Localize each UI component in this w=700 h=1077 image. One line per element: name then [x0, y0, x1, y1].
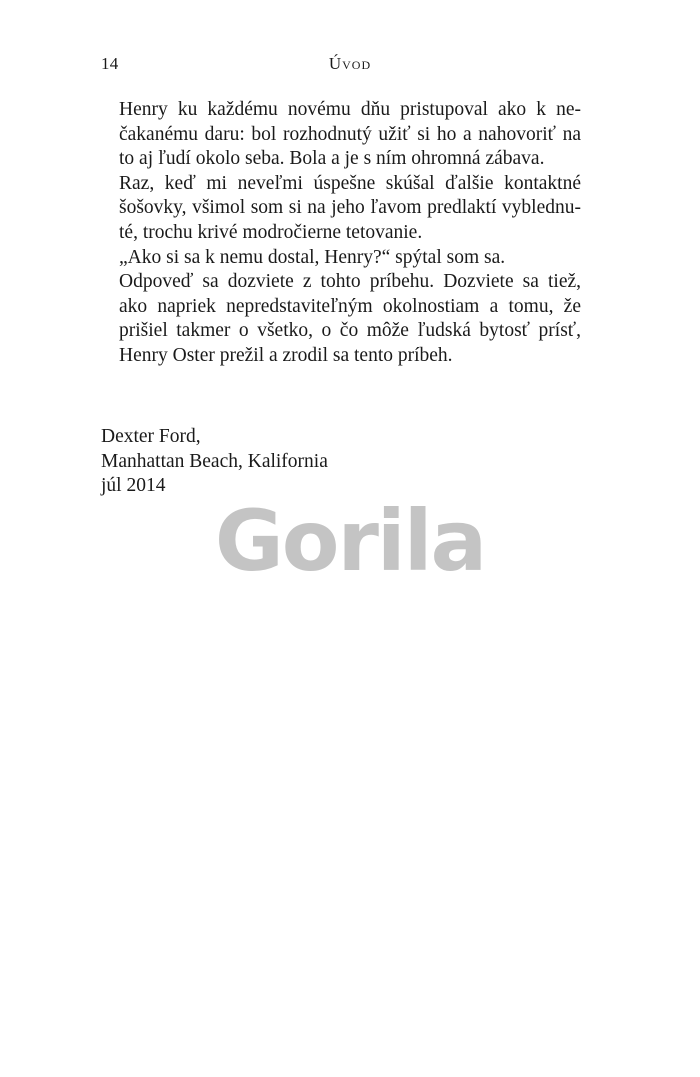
text-line: „Ako si sa k nemu dostal, Henry?“ spýtal som sa.: [119, 246, 506, 268]
text-line: Henry ku každému novému dňu pristupoval ako k ne-: [119, 99, 581, 120]
text-line: Raz, keď mi neveľmi úspešne skúšal ďalšie kontaktné: [119, 172, 581, 194]
signature-block: [101, 425, 328, 499]
text-line: té, trochu krivé modročierne tetovanie.: [119, 221, 423, 243]
paragraph-2: [101, 172, 581, 246]
text-line: ako napriek nepredstaviteľným okolnostiam a tomu, že: [119, 295, 581, 317]
signature-place: Manhattan Beach, Kalifornia: [101, 450, 328, 472]
text-line: čakanému daru: bol rozhodnutý užiť si ho a nahovoriť na: [119, 123, 581, 145]
page-number: 14: [101, 54, 119, 73]
signature-name: Dexter Ford,: [101, 426, 201, 447]
body-text: [101, 98, 581, 369]
paragraph-4: [101, 270, 581, 368]
paragraph-1: [101, 98, 581, 172]
text-line: to aj ľudí okolo seba. Bola a je s ním ohromná zábava.: [119, 148, 545, 170]
text-line: Odpoveď sa dozviete z tohto príbehu. Dozviete sa tiež,: [119, 271, 581, 293]
signature-date: júl 2014: [101, 475, 166, 497]
gorila-watermark: Gorila: [214, 492, 486, 590]
text-line: Henry Oster prežil a zrodil sa tento príbeh.: [119, 344, 453, 366]
text-line: šošovky, všimol som si na jeho ľavom predlaktí vyblednu-: [119, 197, 581, 219]
running-head: Úvod: [328, 54, 372, 73]
paragraph-3: [101, 246, 581, 271]
text-line: prišiel takmer o všetko, o čo môže ľudská bytosť prísť,: [119, 320, 581, 342]
